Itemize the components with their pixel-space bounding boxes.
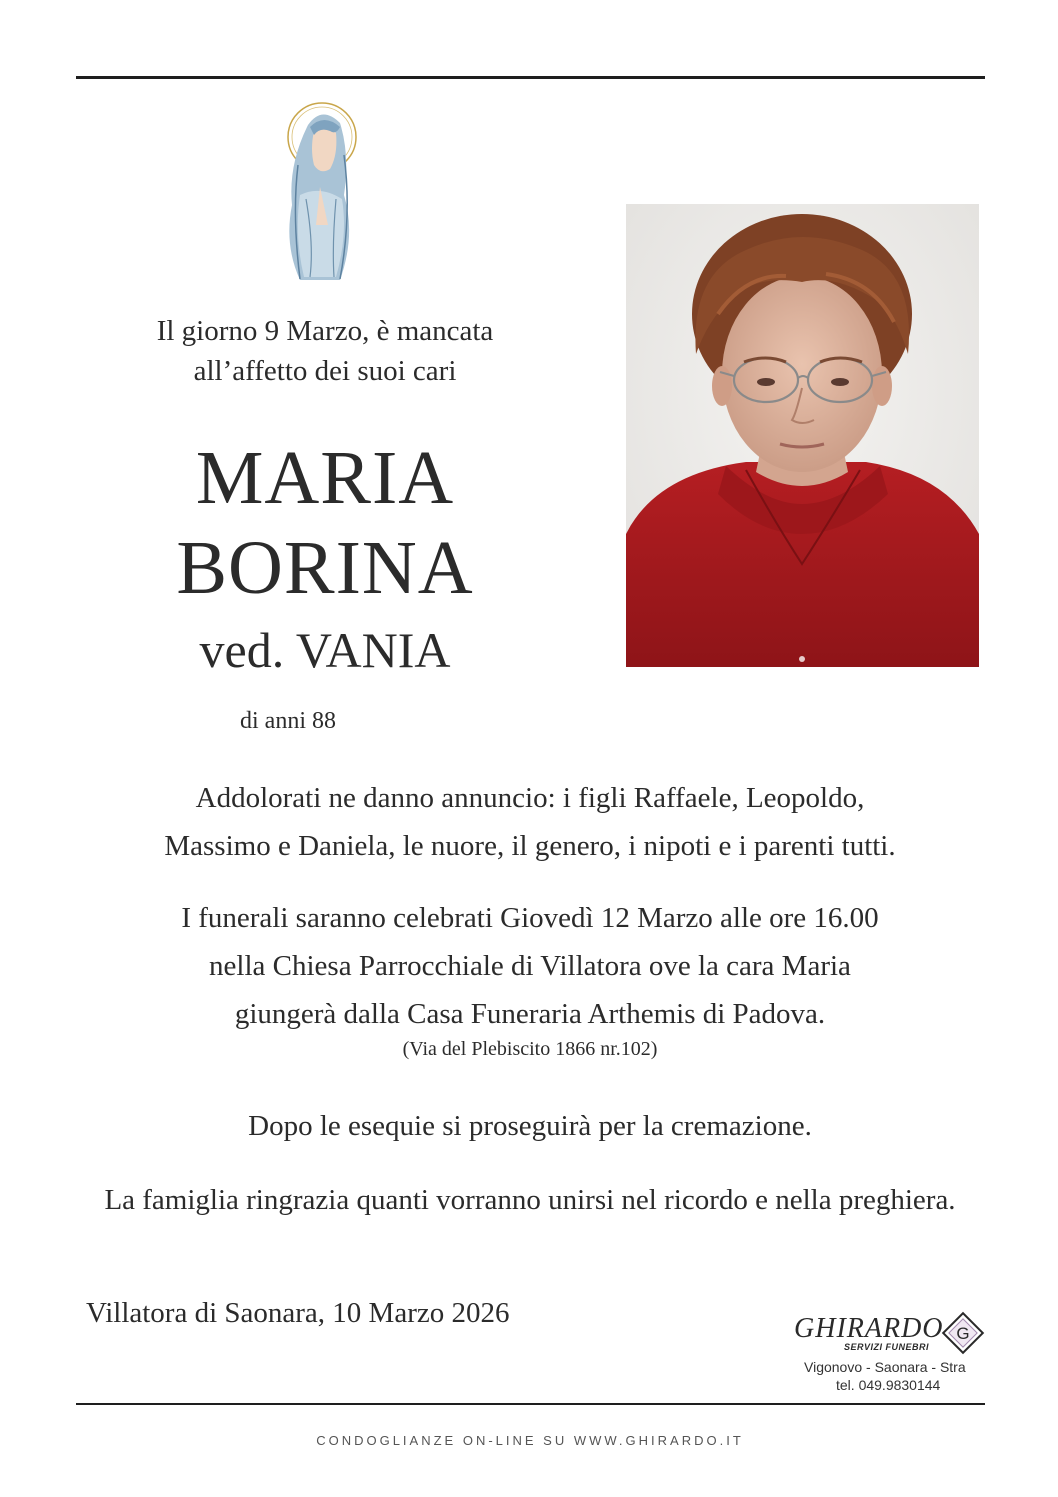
funeral-home-address: (Via del Plebiscito 1866 nr.102)	[402, 1038, 658, 1060]
portrait-photo	[626, 204, 979, 667]
logo-phone: tel. 049.9830144	[836, 1377, 941, 1393]
top-divider	[76, 76, 985, 79]
intro-line-1: Il giorno 9 Marzo, è mancata	[156, 315, 494, 347]
mourners-line-2: Massimo e Daniela, le nuore, il genero, i nipoti e i parenti tutti.	[164, 830, 896, 862]
family-thanks: La famiglia ringrazia quanti vorranno unirsi nel ricordo e nella preghiera.	[104, 1184, 956, 1216]
funeral-line-2: nella Chiesa Parrocchiale di Villatora ove la cara Maria	[209, 950, 851, 982]
funeral-line-3: giungerà dalla Casa Funeraria Arthemis di Padova.	[234, 998, 826, 1030]
intro-line-2: all’affetto dei suoi cari	[193, 355, 457, 387]
madonna-icon	[270, 95, 360, 285]
widow-of: ved. VANIA	[199, 622, 451, 678]
logo-brand: GHIRARDO	[794, 1313, 944, 1344]
bottom-divider	[76, 1403, 985, 1405]
funeral-line-1: I funerali saranno celebrati Giovedì 12 Marzo alle ore 16.00	[181, 902, 879, 934]
mourners-line-1: Addolorati ne danno annuncio: i figli Raffaele, Leopoldo,	[195, 782, 865, 814]
deceased-first-name: MARIA	[195, 436, 455, 520]
logo-subtitle: SERVIZI FUNEBRI	[844, 1342, 930, 1352]
cremation-note: Dopo le esequie si proseguirà per la cremazione.	[248, 1110, 812, 1142]
logo-locations: Vigonovo - Saonara - Stra	[804, 1359, 966, 1375]
deceased-last-name: BORINA	[176, 526, 474, 610]
age-label: di anni 88	[240, 708, 336, 734]
diamond-g-icon	[940, 1310, 986, 1356]
logo-mark-letter: G	[956, 1324, 970, 1343]
funeral-home-logo	[770, 1300, 990, 1400]
online-condolences-link[interactable]: CONDOGLIANZE ON-LINE SU WWW.GHIRARDO.IT	[316, 1433, 744, 1448]
place-and-date: Villatora di Saonara, 10 Marzo 2026	[86, 1297, 510, 1329]
